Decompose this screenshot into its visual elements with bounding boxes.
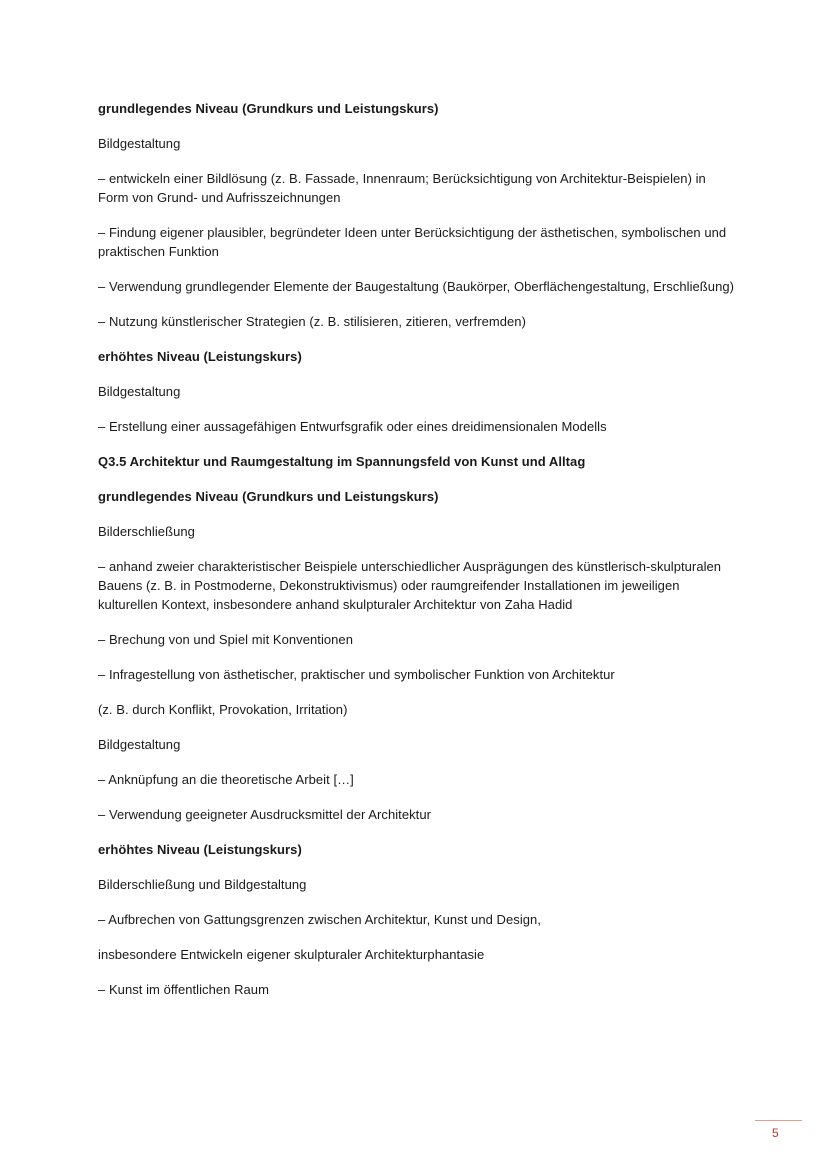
list-item: – Anknüpfung an die theoretische Arbeit […]: [98, 772, 354, 787]
list-item: – Erstellung einer aussagefähigen Entwurfsgrafik oder eines dreidimensionalen Modells: [98, 419, 607, 434]
list-item: – Aufbrechen von Gattungsgrenzen zwischen Architektur, Kunst und Design,: [98, 912, 541, 927]
section-heading: erhöhtes Niveau (Leistungskurs): [98, 349, 302, 364]
list-item: – anhand zweier charakteristischer Beispiele unterschiedlicher Ausprägungen des künstlerisch-skulpturalen Bauens (z. B. in Postmoderne, Dekonstruktivismus) oder raumgreifender Installationen im jeweiligen kulturellen Kontext, insbesondere anhand skulpturaler Architektur von Zaha Hadid: [98, 559, 722, 612]
list-item: – Kunst im öffentlichen Raum: [98, 982, 269, 997]
document-body: [98, 99, 738, 1015]
footer-divider: [755, 1120, 802, 1121]
subheading: Bildgestaltung: [98, 737, 181, 752]
subheading: Bilderschließung: [98, 524, 195, 539]
subheading: Bildgestaltung: [98, 384, 181, 399]
paragraph: (z. B. durch Konflikt, Provokation, Irritation): [98, 702, 348, 717]
page-number: 5: [772, 1126, 779, 1140]
list-item: – Verwendung geeigneter Ausdrucksmittel der Architektur: [98, 807, 431, 822]
list-item: – Nutzung künstlerischer Strategien (z. B. stilisieren, zitieren, verfremden): [98, 314, 526, 329]
paragraph: insbesondere Entwickeln eigener skulpturaler Architekturphantasie: [98, 947, 485, 962]
list-item: – Infragestellung von ästhetischer, praktischer und symbolischer Funktion von Architektur: [98, 667, 615, 682]
list-item: – Verwendung grundlegender Elemente der Baugestaltung (Baukörper, Oberflächengestaltung, Erschließung): [98, 279, 735, 294]
chapter-heading: Q3.5 Architektur und Raumgestaltung im Spannungsfeld von Kunst und Alltag: [98, 454, 586, 469]
section-heading: erhöhtes Niveau (Leistungskurs): [98, 842, 302, 857]
list-item: – entwickeln einer Bildlösung (z. B. Fassade, Innenraum; Berücksichtigung von Architektur-Beispielen) in Form von Grund- und Aufrisszeichnungen: [98, 171, 706, 205]
list-item: – Findung eigener plausibler, begründeter Ideen unter Berücksichtigung der ästhetischen, symbolischen und praktischen Funktion: [98, 225, 727, 259]
section-heading: grundlegendes Niveau (Grundkurs und Leistungskurs): [98, 101, 439, 116]
subheading: Bildgestaltung: [98, 136, 181, 151]
section-heading: grundlegendes Niveau (Grundkurs und Leistungskurs): [98, 489, 439, 504]
list-item: – Brechung von und Spiel mit Konventionen: [98, 632, 353, 647]
subheading: Bilderschließung und Bildgestaltung: [98, 877, 307, 892]
